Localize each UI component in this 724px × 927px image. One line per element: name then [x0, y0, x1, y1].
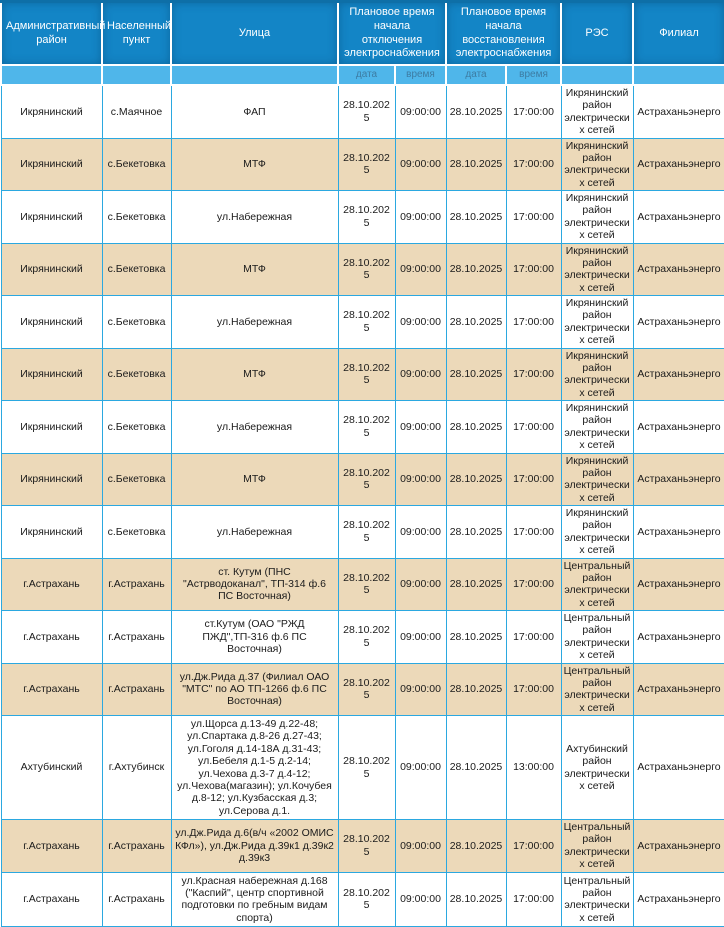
cell-res: Центральный район электрических сетей [561, 663, 633, 716]
cell-settlement: с.Бекетовка [102, 138, 171, 191]
column-header-district: Административный район [1, 2, 102, 66]
cell-res: Икрянинский район электрических сетей [561, 243, 633, 296]
subheader-restore-time: время [506, 65, 561, 85]
cell-district: Икрянинский [1, 191, 102, 244]
subheader-blank [561, 65, 633, 85]
table-row [1, 506, 724, 559]
cell-district: г.Астрахань [1, 872, 102, 927]
cell-district: Икрянинский [1, 506, 102, 559]
cell-branch: Астраханьэнерго [633, 348, 724, 401]
cell-branch: Астраханьэнерго [633, 820, 724, 873]
column-header-outage-time: Плановое время начала отключения электроснабжения [338, 2, 446, 66]
subheader-blank [633, 65, 724, 85]
cell-restore-time: 17:00:00 [506, 872, 561, 927]
cell-restore-time: 17:00:00 [506, 296, 561, 349]
cell-settlement: г.Ахтубинск [102, 716, 171, 820]
column-header-street: Улица [171, 2, 338, 66]
cell-res: Икрянинский район электрических сетей [561, 138, 633, 191]
cell-outage-time: 09:00:00 [395, 716, 446, 820]
subheader-restore-date: дата [446, 65, 506, 85]
cell-res: Икрянинский район электрических сетей [561, 453, 633, 506]
cell-settlement: г.Астрахань [102, 872, 171, 927]
cell-outage-date: 28.10.2025 [338, 716, 395, 820]
cell-restore-date: 28.10.2025 [446, 820, 506, 873]
cell-outage-time: 09:00:00 [395, 872, 446, 927]
cell-restore-time: 17:00:00 [506, 453, 561, 506]
cell-restore-time: 13:00:00 [506, 716, 561, 820]
cell-outage-time: 09:00:00 [395, 820, 446, 873]
cell-res: Икрянинский район электрических сетей [561, 348, 633, 401]
cell-street: ул.Набережная [171, 401, 338, 454]
cell-settlement: с.Бекетовка [102, 296, 171, 349]
cell-street: МТФ [171, 138, 338, 191]
cell-branch: Астраханьэнерго [633, 716, 724, 820]
cell-street: ул.Красная набережная д.168 ("Каспий", центр спортивной подготовки по гребным видам спорта) [171, 872, 338, 927]
cell-restore-time: 17:00:00 [506, 663, 561, 716]
cell-outage-date: 28.10.2025 [338, 506, 395, 559]
cell-restore-time: 17:00:00 [506, 243, 561, 296]
cell-outage-date: 28.10.2025 [338, 243, 395, 296]
cell-street: ул.Набережная [171, 191, 338, 244]
cell-street: МТФ [171, 348, 338, 401]
cell-outage-date: 28.10.2025 [338, 138, 395, 191]
cell-outage-time: 09:00:00 [395, 663, 446, 716]
cell-street: ст.Кутум (ОАО "РЖД ПЖД",ТП-316 ф.6 ПС Восточная) [171, 611, 338, 664]
cell-restore-date: 28.10.2025 [446, 506, 506, 559]
cell-restore-date: 28.10.2025 [446, 348, 506, 401]
cell-district: г.Астрахань [1, 611, 102, 664]
cell-district: Икрянинский [1, 296, 102, 349]
cell-street: МТФ [171, 243, 338, 296]
cell-settlement: с.Бекетовка [102, 401, 171, 454]
cell-settlement: с.Маячное [102, 85, 171, 138]
cell-restore-date: 28.10.2025 [446, 138, 506, 191]
cell-settlement: с.Бекетовка [102, 191, 171, 244]
cell-street: ул.Набережная [171, 296, 338, 349]
column-header-branch: Филиал [633, 2, 724, 66]
cell-restore-date: 28.10.2025 [446, 872, 506, 927]
cell-street: ФАП [171, 85, 338, 138]
cell-restore-time: 17:00:00 [506, 348, 561, 401]
cell-street: ул.Дж.Рида д.6(в/ч «2002 ОМИС КФл»), ул.Дж.Рида д.39к1 д.39к2 д.39к3 [171, 820, 338, 873]
cell-branch: Астраханьэнерго [633, 453, 724, 506]
cell-street: ст. Кутум (ПНС "Астрводоканал", ТП-314 ф.6 ПС Восточная) [171, 558, 338, 611]
cell-settlement: г.Астрахань [102, 663, 171, 716]
cell-outage-date: 28.10.2025 [338, 872, 395, 927]
cell-restore-date: 28.10.2025 [446, 611, 506, 664]
table-body [1, 85, 724, 927]
cell-branch: Астраханьэнерго [633, 663, 724, 716]
table-row [1, 348, 724, 401]
cell-res: Центральный район электрических сетей [561, 872, 633, 927]
cell-restore-time: 17:00:00 [506, 138, 561, 191]
subheader-outage-time: время [395, 65, 446, 85]
table-row [1, 558, 724, 611]
cell-outage-time: 09:00:00 [395, 296, 446, 349]
cell-restore-date: 28.10.2025 [446, 663, 506, 716]
cell-settlement: с.Бекетовка [102, 453, 171, 506]
cell-restore-date: 28.10.2025 [446, 401, 506, 454]
table-row [1, 85, 724, 138]
cell-outage-time: 09:00:00 [395, 138, 446, 191]
table-row [1, 191, 724, 244]
cell-outage-time: 09:00:00 [395, 453, 446, 506]
cell-outage-date: 28.10.2025 [338, 558, 395, 611]
cell-district: Икрянинский [1, 85, 102, 138]
cell-branch: Астраханьэнерго [633, 191, 724, 244]
column-header-res: РЭС [561, 2, 633, 66]
cell-settlement: г.Астрахань [102, 820, 171, 873]
cell-outage-date: 28.10.2025 [338, 611, 395, 664]
cell-branch: Астраханьэнерго [633, 138, 724, 191]
subheader-outage-date: дата [338, 65, 395, 85]
table-row [1, 243, 724, 296]
cell-district: Ахтубинский [1, 716, 102, 820]
cell-restore-date: 28.10.2025 [446, 243, 506, 296]
cell-outage-time: 09:00:00 [395, 85, 446, 138]
cell-res: Икрянинский район электрических сетей [561, 296, 633, 349]
cell-restore-time: 17:00:00 [506, 611, 561, 664]
cell-branch: Астраханьэнерго [633, 243, 724, 296]
cell-branch: Астраханьэнерго [633, 401, 724, 454]
cell-settlement: г.Астрахань [102, 611, 171, 664]
table-row [1, 611, 724, 664]
table-row [1, 663, 724, 716]
cell-branch: Астраханьэнерго [633, 872, 724, 927]
cell-outage-date: 28.10.2025 [338, 191, 395, 244]
cell-restore-date: 28.10.2025 [446, 85, 506, 138]
column-header-settlement: Населенный пункт [102, 2, 171, 66]
cell-district: Икрянинский [1, 138, 102, 191]
cell-restore-time: 17:00:00 [506, 506, 561, 559]
cell-res: Центральный район электрических сетей [561, 611, 633, 664]
cell-street: МТФ [171, 453, 338, 506]
cell-restore-time: 17:00:00 [506, 191, 561, 244]
cell-res: Икрянинский район электрических сетей [561, 85, 633, 138]
table-row [1, 401, 724, 454]
cell-district: г.Астрахань [1, 820, 102, 873]
cell-district: г.Астрахань [1, 558, 102, 611]
cell-street: ул.Набережная [171, 506, 338, 559]
cell-district: г.Астрахань [1, 663, 102, 716]
cell-outage-time: 09:00:00 [395, 348, 446, 401]
cell-res: Центральный район электрических сетей [561, 558, 633, 611]
cell-outage-time: 09:00:00 [395, 191, 446, 244]
cell-outage-date: 28.10.2025 [338, 348, 395, 401]
cell-restore-date: 28.10.2025 [446, 716, 506, 820]
cell-branch: Астраханьэнерго [633, 85, 724, 138]
cell-settlement: с.Бекетовка [102, 243, 171, 296]
cell-outage-date: 28.10.2025 [338, 401, 395, 454]
cell-res: Ахтубинский район электрических сетей [561, 716, 633, 820]
cell-outage-date: 28.10.2025 [338, 820, 395, 873]
cell-outage-date: 28.10.2025 [338, 663, 395, 716]
cell-restore-date: 28.10.2025 [446, 453, 506, 506]
cell-outage-time: 09:00:00 [395, 558, 446, 611]
header-row-main [1, 2, 724, 66]
cell-restore-time: 17:00:00 [506, 820, 561, 873]
cell-settlement: с.Бекетовка [102, 348, 171, 401]
header-row-sub [1, 65, 724, 85]
cell-restore-time: 17:00:00 [506, 85, 561, 138]
cell-res: Икрянинский район электрических сетей [561, 506, 633, 559]
cell-res: Икрянинский район электрических сетей [561, 191, 633, 244]
cell-restore-date: 28.10.2025 [446, 191, 506, 244]
table-row [1, 138, 724, 191]
cell-restore-time: 17:00:00 [506, 558, 561, 611]
cell-restore-date: 28.10.2025 [446, 296, 506, 349]
cell-outage-date: 28.10.2025 [338, 85, 395, 138]
cell-restore-date: 28.10.2025 [446, 558, 506, 611]
cell-street: ул.Щорса д.13-49 д.22-48; ул.Спартака д.8-26 д.27-43; ул.Гоголя д.14-18А д.31-43; ул.Бебеля д.1-5 д.2-14; ул.Чехова д.3-7 д.4-12; ул.Чехова(магазин); ул.Кочубея д.8-12; ул.Кузбасская д.3; ул.Серова д.1. [171, 716, 338, 820]
cell-outage-time: 09:00:00 [395, 243, 446, 296]
cell-restore-time: 17:00:00 [506, 401, 561, 454]
cell-branch: Астраханьэнерго [633, 506, 724, 559]
subheader-blank [1, 65, 102, 85]
cell-settlement: с.Бекетовка [102, 506, 171, 559]
cell-branch: Астраханьэнерго [633, 558, 724, 611]
table-row [1, 716, 724, 820]
cell-outage-time: 09:00:00 [395, 506, 446, 559]
cell-district: Икрянинский [1, 243, 102, 296]
subheader-blank [171, 65, 338, 85]
cell-district: Икрянинский [1, 401, 102, 454]
cell-street: ул.Дж.Рида д.37 (Филиал ОАО "МТС" по АО ТП-1266 ф.6 ПС Восточная) [171, 663, 338, 716]
table-header [1, 2, 724, 86]
table-row [1, 296, 724, 349]
table-row [1, 453, 724, 506]
table-row [1, 820, 724, 873]
cell-outage-date: 28.10.2025 [338, 453, 395, 506]
cell-district: Икрянинский [1, 453, 102, 506]
column-header-restore-time: Плановое время начала восстановления электроснабжения [446, 2, 561, 66]
subheader-blank [102, 65, 171, 85]
cell-branch: Астраханьэнерго [633, 611, 724, 664]
cell-settlement: г.Астрахань [102, 558, 171, 611]
cell-branch: Астраханьэнерго [633, 296, 724, 349]
table-row [1, 872, 724, 927]
cell-district: Икрянинский [1, 348, 102, 401]
cell-outage-time: 09:00:00 [395, 401, 446, 454]
cell-outage-time: 09:00:00 [395, 611, 446, 664]
cell-res: Центральный район электрических сетей [561, 820, 633, 873]
cell-outage-date: 28.10.2025 [338, 296, 395, 349]
cell-res: Икрянинский район электрических сетей [561, 401, 633, 454]
